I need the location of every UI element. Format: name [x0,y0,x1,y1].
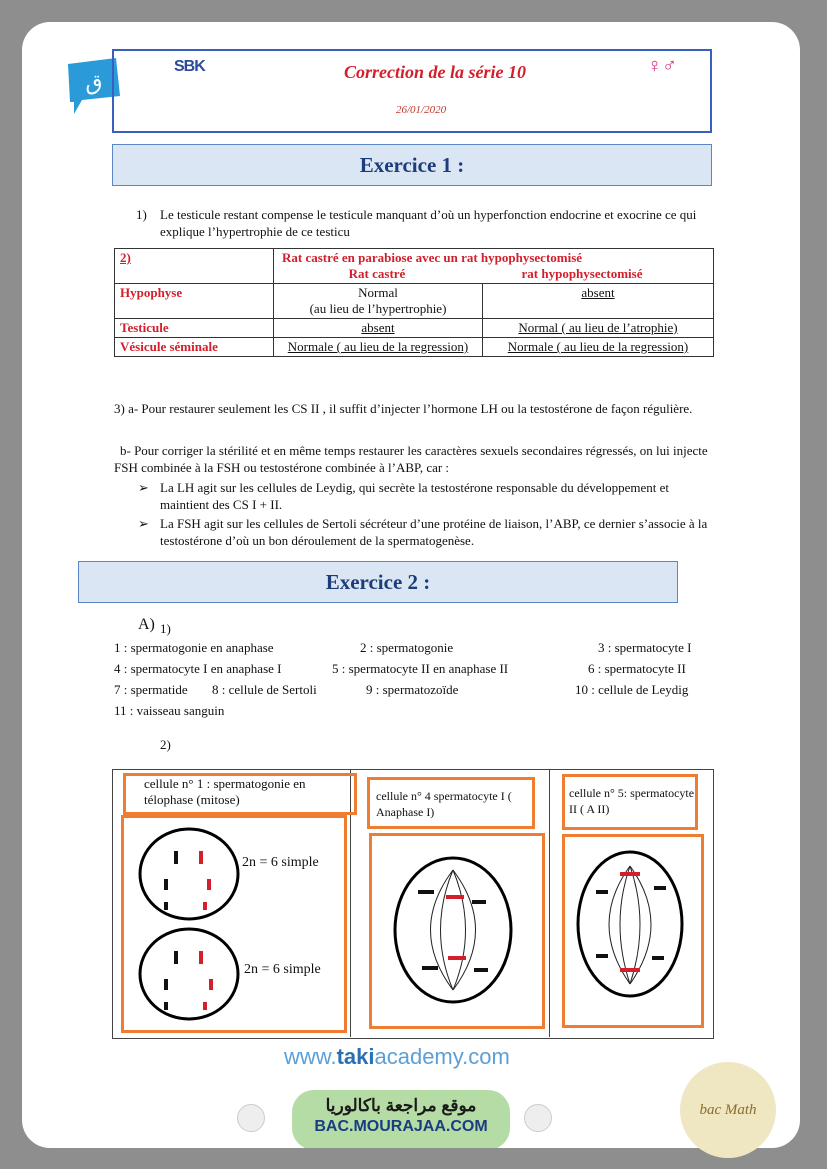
list-item: 8 : cellule de Sertoli [212,682,317,697]
website-link[interactable]: www.takiacademy.com [284,1044,510,1069]
list-item: 3 : spermatocyte I [598,640,692,655]
list-item: 10 : cellule de Leydig [575,682,689,697]
bullet-1: La LH agit sur les cellules de Leydig, qui secrète la testostérone responsable du développement et maintient des CS I + II. [160,480,669,512]
q3b-text: b- Pour corriger la stérilité et en même temps restaurer les caractères sexuels secondaires régressés, on lui injecte FSH combinée à la FSH ou testostérone combinée à l’ABP, car : [114,443,708,475]
q1-number: 1) [136,207,147,222]
table-col2: rat hypophysectomisé [521,266,643,281]
anaphase-2-icon [572,844,688,1004]
cell-1-caption: cellule n° 1 : spermatogonie en télophase (mitose) [123,773,357,815]
list-item: 6 : spermatocyte II [588,661,686,676]
table-col1: Rat castré [348,266,406,281]
part-a-q2: 2) [160,737,171,752]
bullet-2: La FSH agit sur les cellules de Sertoli sécréteur d’une protéine de liaison, l’ABP, ce dernier s’associe à la testostérone d’où un bon déroulement de la spermatogenèse. [160,516,708,548]
part-a: A) [138,616,155,633]
list-item: 5 : spermatocyte II en anaphase II [332,661,509,676]
list-item: 2 : spermatogonie [360,640,454,655]
table-head: Rat castré en parabiose avec un rat hypophysectomisé [282,250,583,265]
table-row: Testicule absent Normal ( au lieu de l’atrophie) [115,319,714,338]
exercise-2-title: Exercice 2 : [78,561,678,603]
bullet-arrow-icon: ➢ [138,516,149,531]
mitosis-cells-icon [134,824,244,1024]
table-row: Vésicule séminale Normale ( au lieu de la regression) Normale ( au lieu de la regression) [115,338,714,357]
bac-mourajaa-badge[interactable] [292,1090,510,1148]
results-table [114,248,714,357]
book-logo-icon [524,1104,552,1132]
badge-arabic-text: موقع مراجعة باكالوريا [325,1096,477,1115]
list-item: 9 : spermatozoïde [366,682,459,697]
cell-1-label-bottom: 2n = 6 simple [244,962,321,977]
q1-text: Le testicule restant compense le testicule manquant d’où un hyperfonction endocrine et exocrine ce qui explique l’hypertrophie de ce testicu [160,207,697,239]
page [22,22,800,1148]
page-title: Correction de la série 10 [344,62,526,82]
badge-site-text: BAC.MOURAJAA.COM [314,1118,488,1135]
q3a-text: 3) a- Pour restaurer seulement les CS II , il suffit d’injecter l’hormone LH ou la testostérone de façon régulière. [114,401,693,416]
exercise-1-title: Exercice 1 : [112,144,712,186]
bullet-arrow-icon: ➢ [138,480,149,495]
list-item: 4 : spermatocyte I en anaphase I [114,661,282,676]
bac-math-logo: bac Math [680,1062,776,1158]
list-item: 7 : spermatide [114,682,188,697]
cell-1-label-top: 2n = 6 simple [242,855,319,870]
part-a-q1: 1) [160,621,171,636]
list-item: 11 : vaisseau sanguin [114,703,225,718]
table-q-label: 2) [115,249,274,284]
svg-text:ق: ق [85,71,103,96]
sbk-logo: SBK [174,58,205,75]
anaphase-1-icon [388,850,518,1010]
page-date: 26/01/2020 [396,104,447,116]
gender-symbols-icon: ♀♂ [647,55,677,77]
table-row: Hypophyse Normal (au lieu de l’hypertrophie) absent [115,284,714,319]
cell-5-caption: cellule n° 5: spermatocyte II ( A II) [562,774,698,830]
cell-4-caption: cellule n° 4 spermatocyte I ( Anaphase I) [367,777,535,829]
book-logo-icon [237,1104,265,1132]
list-item: 1 : spermatogonie en anaphase [114,640,274,655]
